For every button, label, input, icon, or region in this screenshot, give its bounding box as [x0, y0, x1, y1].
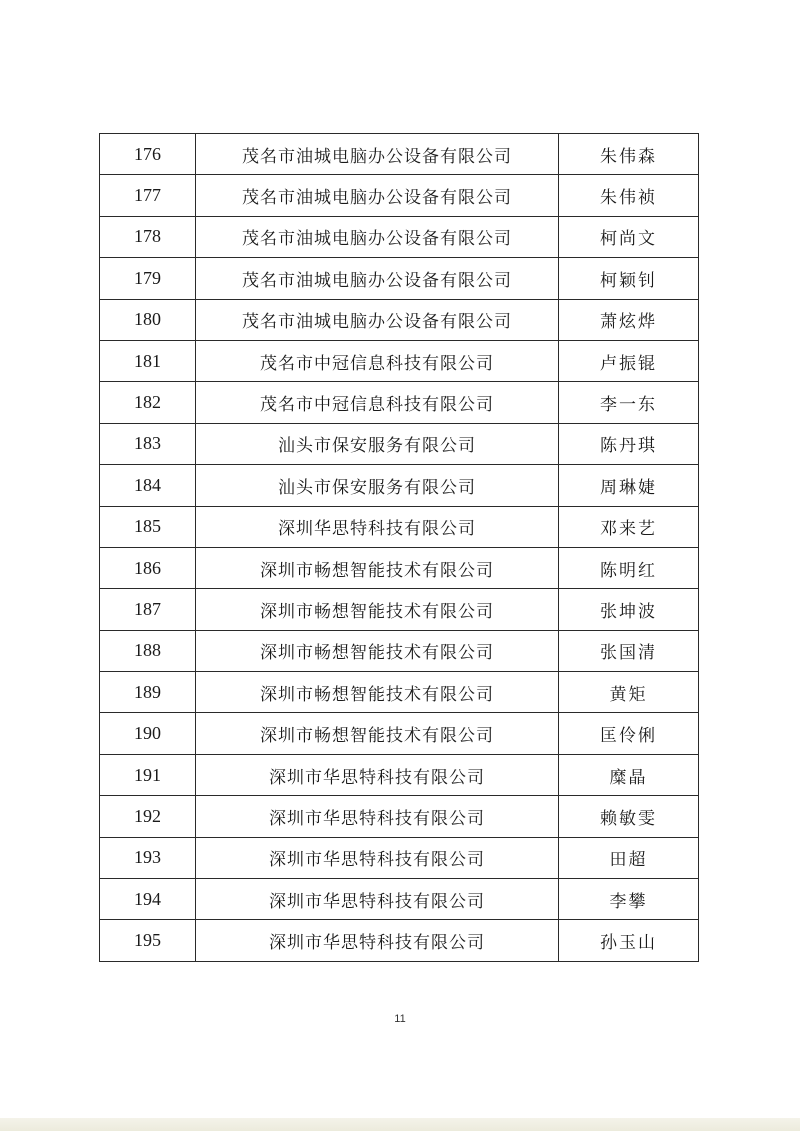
- company-cell: 茂名市油城电脑办公设备有限公司: [196, 299, 559, 340]
- person-name-cell: 李一东: [559, 382, 699, 423]
- row-number-cell: 177: [100, 175, 196, 216]
- person-name-cell: 邓来艺: [559, 506, 699, 547]
- person-name-cell: 孙玉山: [559, 920, 699, 961]
- person-name-cell: 柯颖钊: [559, 258, 699, 299]
- company-cell: 深圳市畅想智能技术有限公司: [196, 589, 559, 630]
- row-number-cell: 179: [100, 258, 196, 299]
- table-row: [100, 216, 699, 257]
- company-cell: 深圳市华思特科技有限公司: [196, 754, 559, 795]
- row-number-cell: 193: [100, 837, 196, 878]
- company-cell: 深圳市华思特科技有限公司: [196, 837, 559, 878]
- table-row: [100, 506, 699, 547]
- table-row: [100, 754, 699, 795]
- personnel-table-body: [100, 134, 699, 962]
- table-row: [100, 340, 699, 381]
- table-row: [100, 134, 699, 175]
- row-number-cell: 176: [100, 134, 196, 175]
- table-row: [100, 672, 699, 713]
- row-number-cell: 188: [100, 630, 196, 671]
- table-row: [100, 465, 699, 506]
- row-number-cell: 185: [100, 506, 196, 547]
- company-cell: 深圳市畅想智能技术有限公司: [196, 547, 559, 588]
- company-cell: 茂名市中冠信息科技有限公司: [196, 340, 559, 381]
- person-name-cell: 糜晶: [559, 754, 699, 795]
- company-cell: 深圳市华思特科技有限公司: [196, 879, 559, 920]
- company-cell: 深圳市畅想智能技术有限公司: [196, 630, 559, 671]
- company-cell: 深圳华思特科技有限公司: [196, 506, 559, 547]
- person-name-cell: 朱伟祯: [559, 175, 699, 216]
- table-row: [100, 299, 699, 340]
- table-row: [100, 837, 699, 878]
- company-cell: 茂名市油城电脑办公设备有限公司: [196, 175, 559, 216]
- person-name-cell: 匡伶俐: [559, 713, 699, 754]
- row-number-cell: 183: [100, 423, 196, 464]
- table-row: [100, 175, 699, 216]
- page-number: 11: [394, 1013, 406, 1025]
- row-number-cell: 182: [100, 382, 196, 423]
- table-row: [100, 879, 699, 920]
- row-number-cell: 195: [100, 920, 196, 961]
- table-row: [100, 547, 699, 588]
- row-number-cell: 180: [100, 299, 196, 340]
- person-name-cell: 田超: [559, 837, 699, 878]
- person-name-cell: 黄矩: [559, 672, 699, 713]
- company-cell: 茂名市油城电脑办公设备有限公司: [196, 216, 559, 257]
- row-number-cell: 181: [100, 340, 196, 381]
- company-cell: 茂名市油城电脑办公设备有限公司: [196, 258, 559, 299]
- table-row: [100, 382, 699, 423]
- row-number-cell: 192: [100, 796, 196, 837]
- personnel-table: [99, 133, 699, 962]
- person-name-cell: 朱伟森: [559, 134, 699, 175]
- row-number-cell: 184: [100, 465, 196, 506]
- table-row: [100, 796, 699, 837]
- table-row: [100, 920, 699, 961]
- table-row: [100, 423, 699, 464]
- person-name-cell: 赖敏雯: [559, 796, 699, 837]
- company-cell: 深圳市华思特科技有限公司: [196, 920, 559, 961]
- person-name-cell: 柯尚文: [559, 216, 699, 257]
- row-number-cell: 190: [100, 713, 196, 754]
- person-name-cell: 张国清: [559, 630, 699, 671]
- person-name-cell: 卢振锟: [559, 340, 699, 381]
- person-name-cell: 周琳婕: [559, 465, 699, 506]
- table-row: [100, 258, 699, 299]
- table-row: [100, 630, 699, 671]
- row-number-cell: 178: [100, 216, 196, 257]
- scan-bottom-edge: [0, 1118, 800, 1131]
- person-name-cell: 萧炫烨: [559, 299, 699, 340]
- row-number-cell: 186: [100, 547, 196, 588]
- company-cell: 深圳市畅想智能技术有限公司: [196, 672, 559, 713]
- person-name-cell: 陈丹琪: [559, 423, 699, 464]
- row-number-cell: 187: [100, 589, 196, 630]
- person-name-cell: 陈明红: [559, 547, 699, 588]
- company-cell: 汕头市保安服务有限公司: [196, 465, 559, 506]
- person-name-cell: 张坤波: [559, 589, 699, 630]
- company-cell: 茂名市中冠信息科技有限公司: [196, 382, 559, 423]
- table-row: [100, 589, 699, 630]
- row-number-cell: 191: [100, 754, 196, 795]
- company-cell: 深圳市畅想智能技术有限公司: [196, 713, 559, 754]
- table-row: [100, 713, 699, 754]
- company-cell: 深圳市华思特科技有限公司: [196, 796, 559, 837]
- company-cell: 茂名市油城电脑办公设备有限公司: [196, 134, 559, 175]
- row-number-cell: 189: [100, 672, 196, 713]
- company-cell: 汕头市保安服务有限公司: [196, 423, 559, 464]
- row-number-cell: 194: [100, 879, 196, 920]
- person-name-cell: 李攀: [559, 879, 699, 920]
